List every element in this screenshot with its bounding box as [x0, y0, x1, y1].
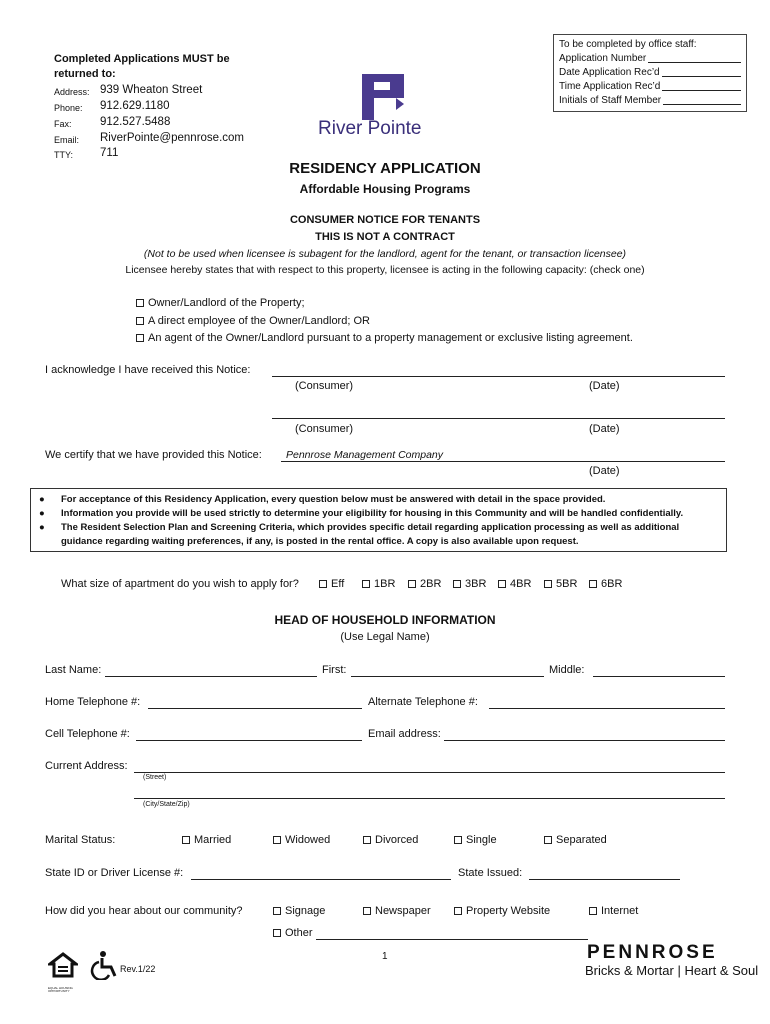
time-received-field[interactable]: Time Application Rec’d: [559, 80, 741, 94]
phone-key: Phone:: [54, 103, 83, 113]
certify-label: We certify that we have provided this Notice:: [45, 449, 262, 461]
checkbox-icon[interactable]: [136, 299, 144, 307]
email-label: Email address:: [368, 728, 441, 740]
marital-option-divorced[interactable]: Divorced: [363, 834, 418, 846]
email-field[interactable]: [444, 740, 725, 741]
checkbox-icon[interactable]: [544, 836, 552, 844]
alternate-telephone-label: Alternate Telephone #:: [368, 696, 478, 708]
consumer-signature-line-1[interactable]: [272, 376, 725, 377]
checkbox-icon[interactable]: [498, 580, 506, 588]
home-telephone-label: Home Telephone #:: [45, 696, 141, 708]
state-id-field[interactable]: [191, 879, 451, 880]
hear-option-website[interactable]: Property Website: [454, 905, 550, 917]
contact-heading-1: Completed Applications MUST be: [54, 53, 230, 65]
checkbox-icon[interactable]: [273, 836, 281, 844]
middle-name-label: Middle:: [549, 664, 585, 676]
checkbox-icon[interactable]: [182, 836, 190, 844]
date-label-2: (Date): [589, 423, 620, 435]
checkbox-icon[interactable]: [273, 907, 281, 915]
capacity-option-employee[interactable]: A direct employee of the Owner/Landlord; OR: [136, 315, 370, 327]
last-name-field[interactable]: [105, 676, 317, 677]
marital-option-separated[interactable]: Separated: [544, 834, 607, 846]
hear-option-signage[interactable]: Signage: [273, 905, 325, 917]
apartment-size-row: [61, 578, 299, 590]
home-telephone-field[interactable]: [148, 708, 362, 709]
apt-option-6br[interactable]: 6BR: [589, 578, 622, 590]
certify-signature-line[interactable]: [281, 461, 725, 462]
notice-line-2: Licensee hereby states that with respect to this property, licensee is acting in the following capacity: (check one): [125, 264, 645, 276]
address-key: Address:: [54, 87, 90, 97]
state-id-label: State ID or Driver License #:: [45, 867, 184, 879]
company-name: Pennrose Management Company: [286, 449, 444, 461]
accessibility-icon: [88, 950, 120, 983]
hoh-heading: HEAD OF HOUSEHOLD INFORMATION: [274, 613, 496, 627]
office-staff-box: [553, 34, 747, 112]
phone-value: 912.629.1180: [100, 100, 170, 112]
hear-other-field[interactable]: [316, 939, 588, 940]
marital-status-label: Marital Status:: [45, 834, 116, 846]
marital-option-widowed[interactable]: Widowed: [273, 834, 330, 846]
street-caption: (Street): [143, 774, 167, 781]
page-number: 1: [382, 951, 388, 962]
consumer-label-2: (Consumer): [295, 423, 354, 435]
marital-option-single[interactable]: Single: [454, 834, 497, 846]
tty-value: 711: [100, 147, 119, 159]
state-issued-label: State Issued:: [458, 867, 523, 879]
checkbox-icon[interactable]: [362, 580, 370, 588]
email-value: RiverPointe@pennrose.com: [100, 132, 244, 144]
city-state-zip-caption: (City/State/Zip): [143, 801, 190, 808]
apt-option-eff[interactable]: Eff: [319, 578, 344, 590]
checkbox-icon[interactable]: [319, 580, 327, 588]
apt-option-3br[interactable]: 3BR: [453, 578, 486, 590]
hear-about-label: How did you hear about our community?: [45, 905, 243, 917]
notice-line-1: (Not to be used when licensee is subagent for the landlord, agent for the tenant, or transaction licensee): [143, 248, 627, 260]
staff-initials-field[interactable]: Initials of Staff Member: [559, 94, 741, 108]
pennrose-brand: PENNROSE: [587, 942, 718, 963]
hear-option-internet[interactable]: Internet: [589, 905, 638, 917]
checkbox-icon[interactable]: [363, 907, 371, 915]
address-value: 939 Wheaton Street: [100, 84, 203, 96]
checkbox-icon[interactable]: [453, 580, 461, 588]
river-pointe-logo-icon: [362, 74, 406, 123]
checkbox-icon[interactable]: [136, 334, 144, 342]
apt-option-2br[interactable]: 2BR: [408, 578, 441, 590]
instruction-item: ● The Resident Selection Plan and Screening Criteria, which provides specific detail regarding application processing as well as additional guidance regarding waiting preferences, if any, is posted in the rental office. A copy is also available upon request.: [39, 522, 680, 547]
date-label-1: (Date): [589, 380, 620, 392]
consumer-signature-line-2[interactable]: [272, 418, 725, 419]
fax-key: Fax:: [54, 119, 72, 129]
hoh-subheading: (Use Legal Name): [340, 631, 430, 643]
middle-name-field[interactable]: [593, 676, 725, 677]
first-name-label: First:: [322, 664, 347, 676]
date-received-field[interactable]: Date Application Rec’d: [559, 66, 741, 80]
equal-housing-icon: [48, 952, 78, 993]
city-state-zip-field[interactable]: [134, 798, 725, 799]
apt-option-5br[interactable]: 5BR: [544, 578, 577, 590]
current-address-label: Current Address:: [45, 760, 128, 772]
application-number-field[interactable]: Application Number: [559, 52, 741, 66]
checkbox-icon[interactable]: [136, 317, 144, 325]
instruction-item: ● For acceptance of this Residency Application, every question below must be answered with detail in the space provided.: [39, 494, 606, 505]
email-key: Email:: [54, 135, 80, 145]
capacity-option-owner[interactable]: Owner/Landlord of the Property;: [136, 297, 305, 309]
street-field[interactable]: [134, 772, 725, 773]
fax-value: 912.527.5488: [100, 116, 171, 128]
notice-heading-1: CONSUMER NOTICE FOR TENANTS: [289, 214, 481, 226]
marital-option-married[interactable]: Married: [182, 834, 231, 846]
apt-option-4br[interactable]: 4BR: [498, 578, 531, 590]
page-subtitle: Affordable Housing Programs: [299, 182, 471, 196]
last-name-label: Last Name:: [45, 664, 102, 676]
apt-option-1br[interactable]: 1BR: [362, 578, 395, 590]
cell-telephone-label: Cell Telephone #:: [45, 728, 130, 740]
staff-heading: To be completed by office staff:: [559, 39, 697, 50]
consumer-label-1: (Consumer): [295, 380, 354, 392]
notice-heading-2: THIS IS NOT A CONTRACT: [315, 231, 455, 243]
cell-telephone-field[interactable]: [136, 740, 362, 741]
logo-wordmark: River Pointe: [318, 118, 422, 139]
instructions-box: [30, 488, 727, 552]
eho-caption: EQUAL HOUSING OPPORTUNITY: [48, 986, 73, 993]
state-issued-field[interactable]: [529, 879, 680, 880]
hear-option-other[interactable]: Other: [273, 927, 313, 939]
tty-key: TTY:: [54, 150, 74, 160]
checkbox-icon[interactable]: [544, 580, 552, 588]
hear-option-newspaper[interactable]: Newspaper: [363, 905, 431, 917]
checkbox-icon[interactable]: [589, 907, 597, 915]
revision-label: Rev.1/22: [120, 964, 156, 974]
date-label-3: (Date): [589, 465, 620, 477]
checkbox-icon[interactable]: [408, 580, 416, 588]
apartment-size-question: What size of apartment do you wish to apply for?: [61, 578, 299, 590]
first-name-field[interactable]: [351, 676, 544, 677]
capacity-option-agent[interactable]: An agent of the Owner/Landlord pursuant to a property management or exclusive listing agreement.: [136, 332, 633, 344]
checkbox-icon[interactable]: [589, 580, 597, 588]
pennrose-tagline: Bricks & Mortar | Heart & Soul: [585, 963, 759, 978]
checkbox-icon[interactable]: [363, 836, 371, 844]
contact-heading-2: returned to:: [54, 68, 116, 80]
checkbox-icon[interactable]: [454, 907, 462, 915]
checkbox-icon[interactable]: [454, 836, 462, 844]
instruction-item: ● Information you provide will be used strictly to determine your eligibility for housing in this Community and will be handled confidentially.: [39, 508, 684, 519]
alternate-telephone-field[interactable]: [489, 708, 725, 709]
page-title: RESIDENCY APPLICATION: [289, 160, 481, 177]
checkbox-icon[interactable]: [273, 929, 281, 937]
acknowledge-label: I acknowledge I have received this Notice:: [45, 364, 251, 376]
